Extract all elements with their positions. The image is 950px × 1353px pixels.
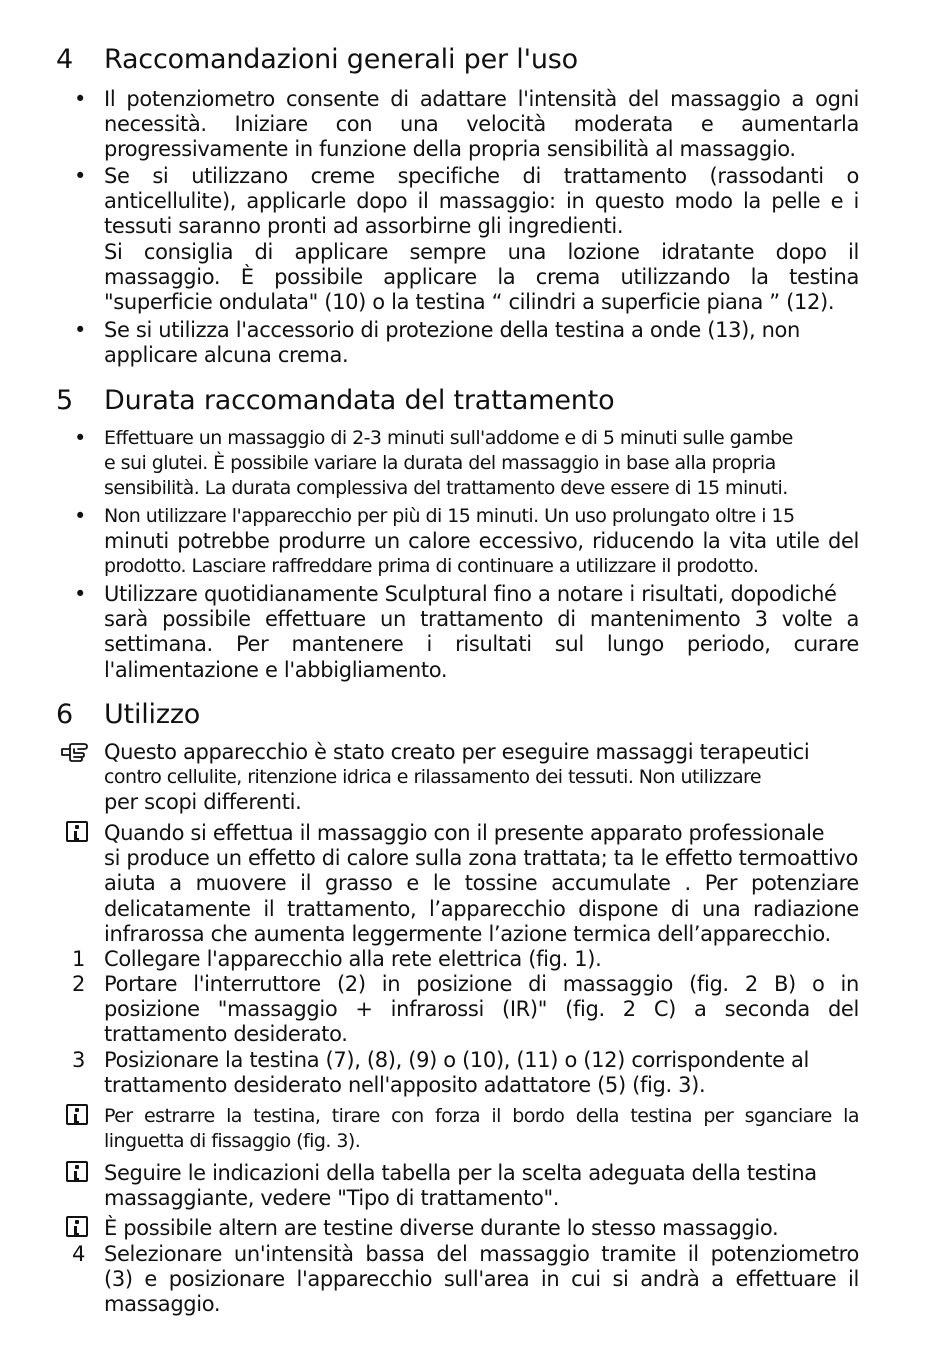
text-line: trattamento desiderato nell'apposito adattatore (5) (fig. 3). — [104, 1073, 706, 1097]
text-line: sarà possibile effettuare un trattamento di mantenimento 3 volte a — [104, 607, 859, 631]
text-line: Si consiglia di applicare sempre una lozione idratante dopo il — [104, 240, 859, 264]
text-line: È possibile altern are testine diverse durante lo stesso massaggio. — [104, 1216, 779, 1240]
text-line: delicatamente il trattamento, l’apparecchio dispone di una radiazione — [104, 897, 859, 921]
step-number: 3 — [72, 1048, 86, 1072]
text-line: aiuta a muovere il grasso e le tossine accumulate . Per potenziare — [104, 871, 859, 895]
text-line: linguetta di fissaggio (fig. 3). — [104, 1130, 361, 1152]
bullet-mark: • — [74, 582, 87, 606]
text-line: massaggio. È possibile applicare la crema utilizzando la testina — [104, 265, 859, 289]
text-line: Portare l'interruttore (2) in posizione di massaggio (fig. 2 B) o in — [104, 972, 859, 996]
text-line: "superficie ondulata" (10) o la testina “ cilindri a superficie piana ” (12). — [104, 290, 835, 314]
step-number: 1 — [72, 947, 86, 971]
section-title: Raccomandazioni generali per l'uso — [104, 44, 578, 75]
info-icon — [66, 821, 88, 842]
text-line: l'alimentazione e l'abbigliamento. — [104, 658, 448, 682]
section-title: Utilizzo — [104, 699, 201, 730]
bullet-mark: • — [74, 318, 87, 342]
text-line: applicare alcuna crema. — [104, 343, 349, 367]
text-line: trattamento desiderato. — [104, 1022, 348, 1046]
text-line: contro cellulite, ritenzione idrica e rilassamento dei tessuti. Non utilizzare — [104, 766, 762, 788]
text-line: Il potenziometro consente di adattare l'intensità del massaggio a ogni — [104, 87, 859, 111]
text-line: si produce un effetto di calore sulla zona trattata; ta le effetto termoattivo — [104, 846, 859, 870]
text-line: prodotto. Lasciare raffreddare prima di continuare a utilizzare il prodotto. — [104, 555, 759, 577]
text-line: Questo apparecchio è stato creato per eseguire massaggi terapeutici — [104, 740, 810, 764]
pointing-hand-icon — [60, 741, 92, 763]
bullet-mark: • — [74, 164, 87, 188]
text-line: per scopi differenti. — [104, 790, 302, 814]
text-line: Utilizzare quotidianamente Sculptural fino a notare i risultati, dopodiché — [104, 582, 837, 606]
text-line: Quando si effettua il massaggio con il presente apparato professionale — [104, 821, 825, 845]
text-line: massaggio. — [104, 1292, 221, 1316]
section-title: Durata raccomandata del trattamento — [104, 385, 615, 416]
text-line: Se si utilizza l'accessorio di protezione della testina a onde (13), non — [104, 318, 801, 342]
step-number: 2 — [72, 972, 86, 996]
text-line: massaggiante, vedere "Tipo di trattamento". — [104, 1186, 560, 1210]
bullet-mark: • — [74, 426, 87, 450]
section-number: 4 — [56, 44, 73, 75]
text-line: minuti potrebbe produrre un calore eccessivo, riducendo la vita utile del — [104, 529, 859, 553]
text-line: posizione "massaggio + infrarossi (IR)" (fig. 2 C) a seconda del — [104, 997, 859, 1021]
text-line: Per estrarre la testina, tirare con forza il bordo della testina per sganciare la — [104, 1105, 859, 1127]
text-line: anticellulite), applicarle dopo il massaggio: in questo modo la pelle e i — [104, 189, 859, 213]
text-line: infrarossa che aumenta leggermente l’azione termica dell’apparecchio. — [104, 922, 831, 946]
text-line: tessuti saranno pronti ad assorbirne gli ingredienti. — [104, 214, 624, 238]
bullet-mark: • — [74, 87, 87, 111]
text-line: Collegare l'apparecchio alla rete elettrica (fig. 1). — [104, 947, 602, 971]
text-line: sensibilità. La durata complessiva del trattamento deve essere di 15 minuti. — [104, 477, 788, 499]
info-icon — [66, 1161, 88, 1182]
text-line: Se si utilizzano creme specifiche di trattamento (rassodanti o — [104, 164, 859, 188]
text-line: Selezionare un'intensità bassa del massaggio tramite il potenziometro — [104, 1242, 859, 1266]
info-icon — [66, 1104, 88, 1125]
step-number: 4 — [72, 1242, 86, 1266]
text-line: necessità. Iniziare con una velocità moderata e aumentarla — [104, 112, 859, 136]
text-line: e sui glutei. È possibile variare la durata del massaggio in base alla propria — [104, 452, 776, 474]
text-line: Posizionare la testina (7), (8), (9) o (10), (11) o (12) corrispondente al — [104, 1048, 810, 1072]
info-icon — [66, 1216, 88, 1237]
text-line: progressivamente in funzione della propria sensibilità al massaggio. — [104, 137, 796, 161]
text-line: Non utilizzare l'apparecchio per più di 15 minuti. Un uso prolungato oltre i 15 — [104, 505, 795, 527]
section-number: 5 — [56, 385, 73, 416]
text-line: (3) e posizionare l'apparecchio sull'area in cui si andrà a effettuare il — [104, 1267, 859, 1291]
text-line: Effettuare un massaggio di 2-3 minuti sull'addome e di 5 minuti sulle gambe — [104, 427, 793, 449]
section-number: 6 — [56, 699, 73, 730]
text-line: Seguire le indicazioni della tabella per la scelta adeguata della testina — [104, 1161, 817, 1185]
text-line: settimana. Per mantenere i risultati sul lungo periodo, curare — [104, 632, 859, 656]
bullet-mark: • — [74, 504, 87, 528]
